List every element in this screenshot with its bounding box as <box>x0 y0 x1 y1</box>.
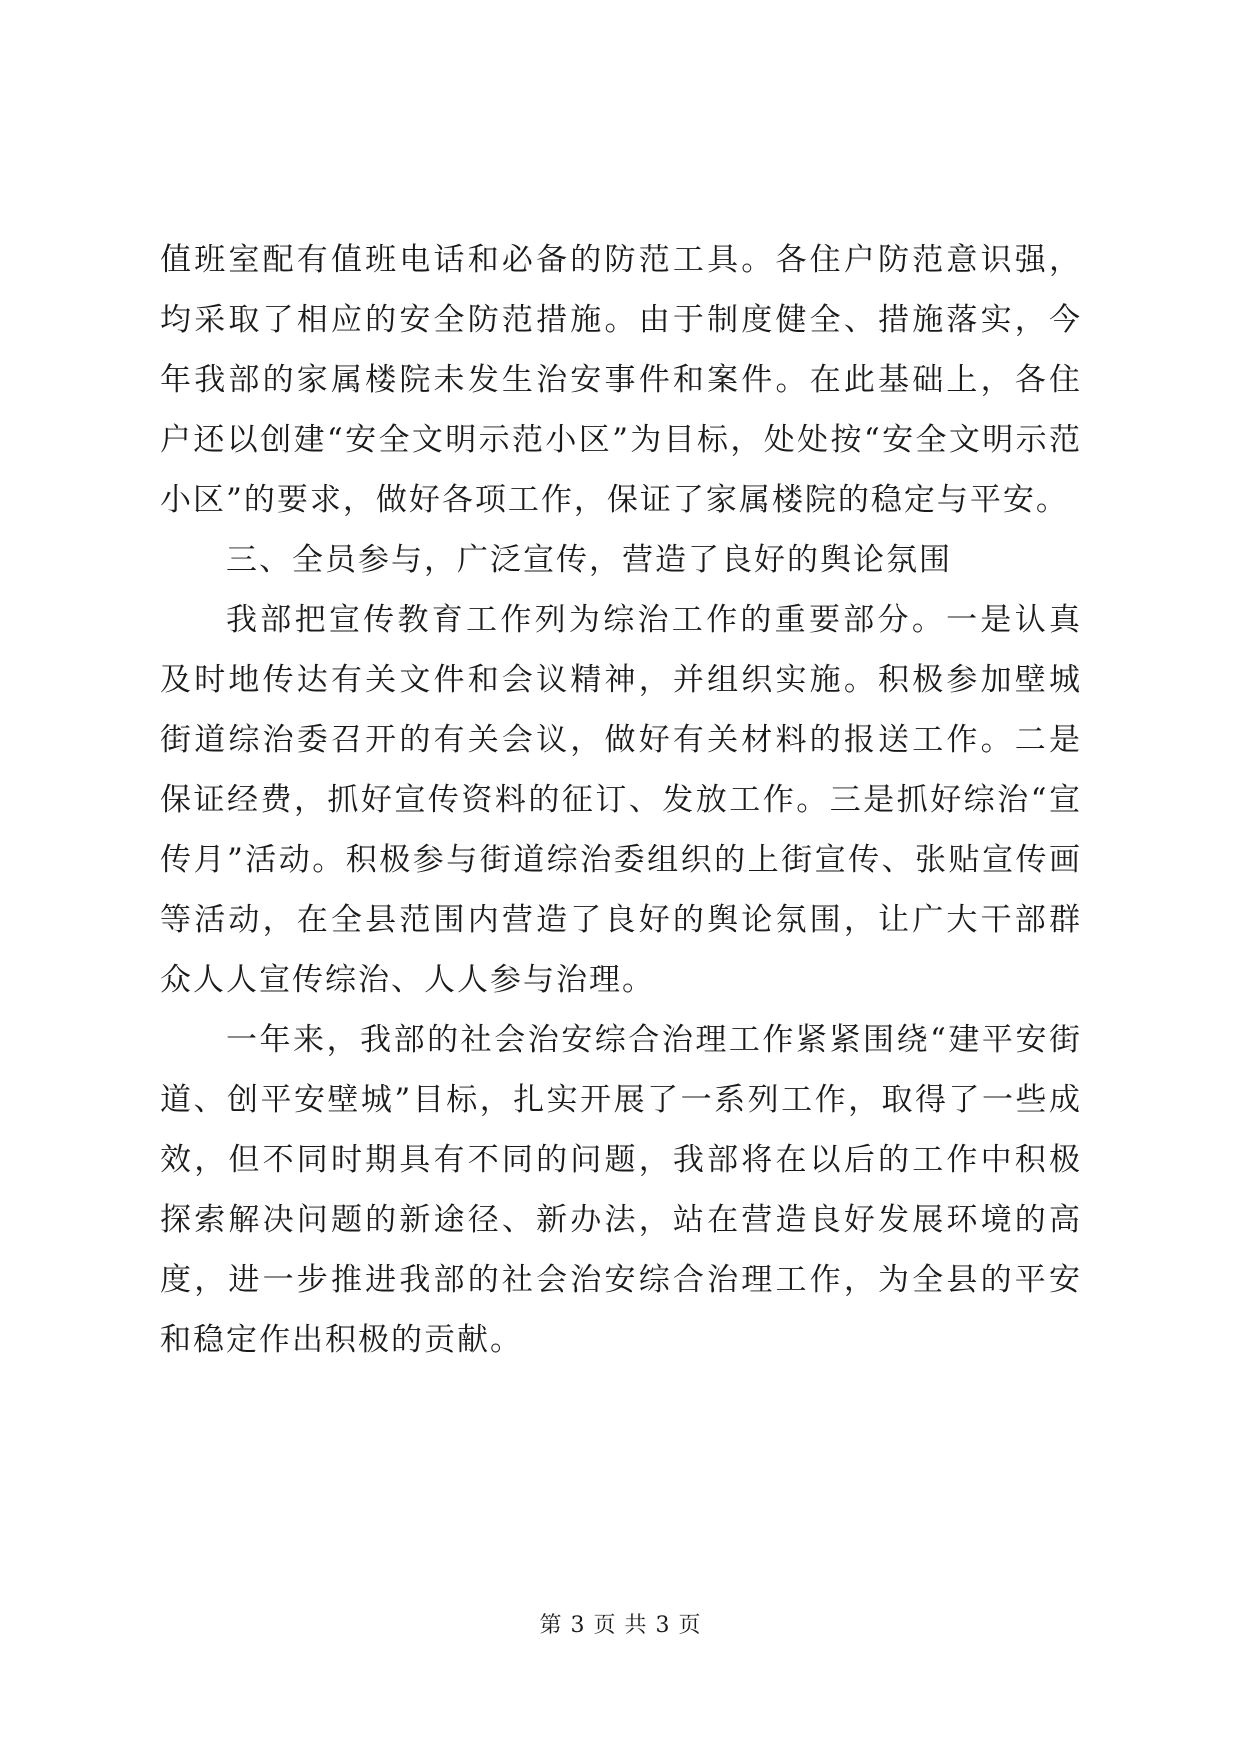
paragraph-year-summary: 一年来，我部的社会治安综合治理工作紧紧围绕“建平安街道、创平安壁城”目标，扎实开展了一系列工作，取得了一些成效，但不同时期具有不同的问题，我部将在以后的工作中积极探索解决问题的新途径、新办法，站在营造良好发展环境的高度，进一步推进我部的社会治安综合治理工作，为全县的平安和稳定作出积极的贡献。 <box>160 1022 1082 1358</box>
page-number-footer: 第 3 页 共 3 页 <box>539 1613 702 1638</box>
section-heading-publicity: 三、全员参与，广泛宣传，营造了良好的舆论氛围 <box>226 542 952 578</box>
paragraph-household-security: 值班室配有值班电话和必备的防范工具。各住户防范意识强，均采取了相应的安全防范措施。由于制度健全、措施落实，今年我部的家属楼院未发生治安事件和案件。在此基础上，各住户还以创建“安全文明示范小区”为目标，处处按“安全文明示范小区”的要求，做好各项工作，保证了家属楼院的稳定与平安。 <box>160 242 1082 518</box>
paragraph-publicity-education: 我部把宣传教育工作列为综治工作的重要部分。一是认真及时地传达有关文件和会议精神，并组织实施。积极参加壁城街道综治委召开的有关会议，做好有关材料的报送工作。二是保证经费，抓好宣传资料的征订、发放工作。三是抓好综治“宣传月”活动。积极参与街道综治委组织的上街宣传、张贴宣传画等活动，在全县范围内营造了良好的舆论氛围，让广大干部群众人人宣传综治、人人参与治理。 <box>160 602 1082 998</box>
document-body <box>160 230 1082 1370</box>
